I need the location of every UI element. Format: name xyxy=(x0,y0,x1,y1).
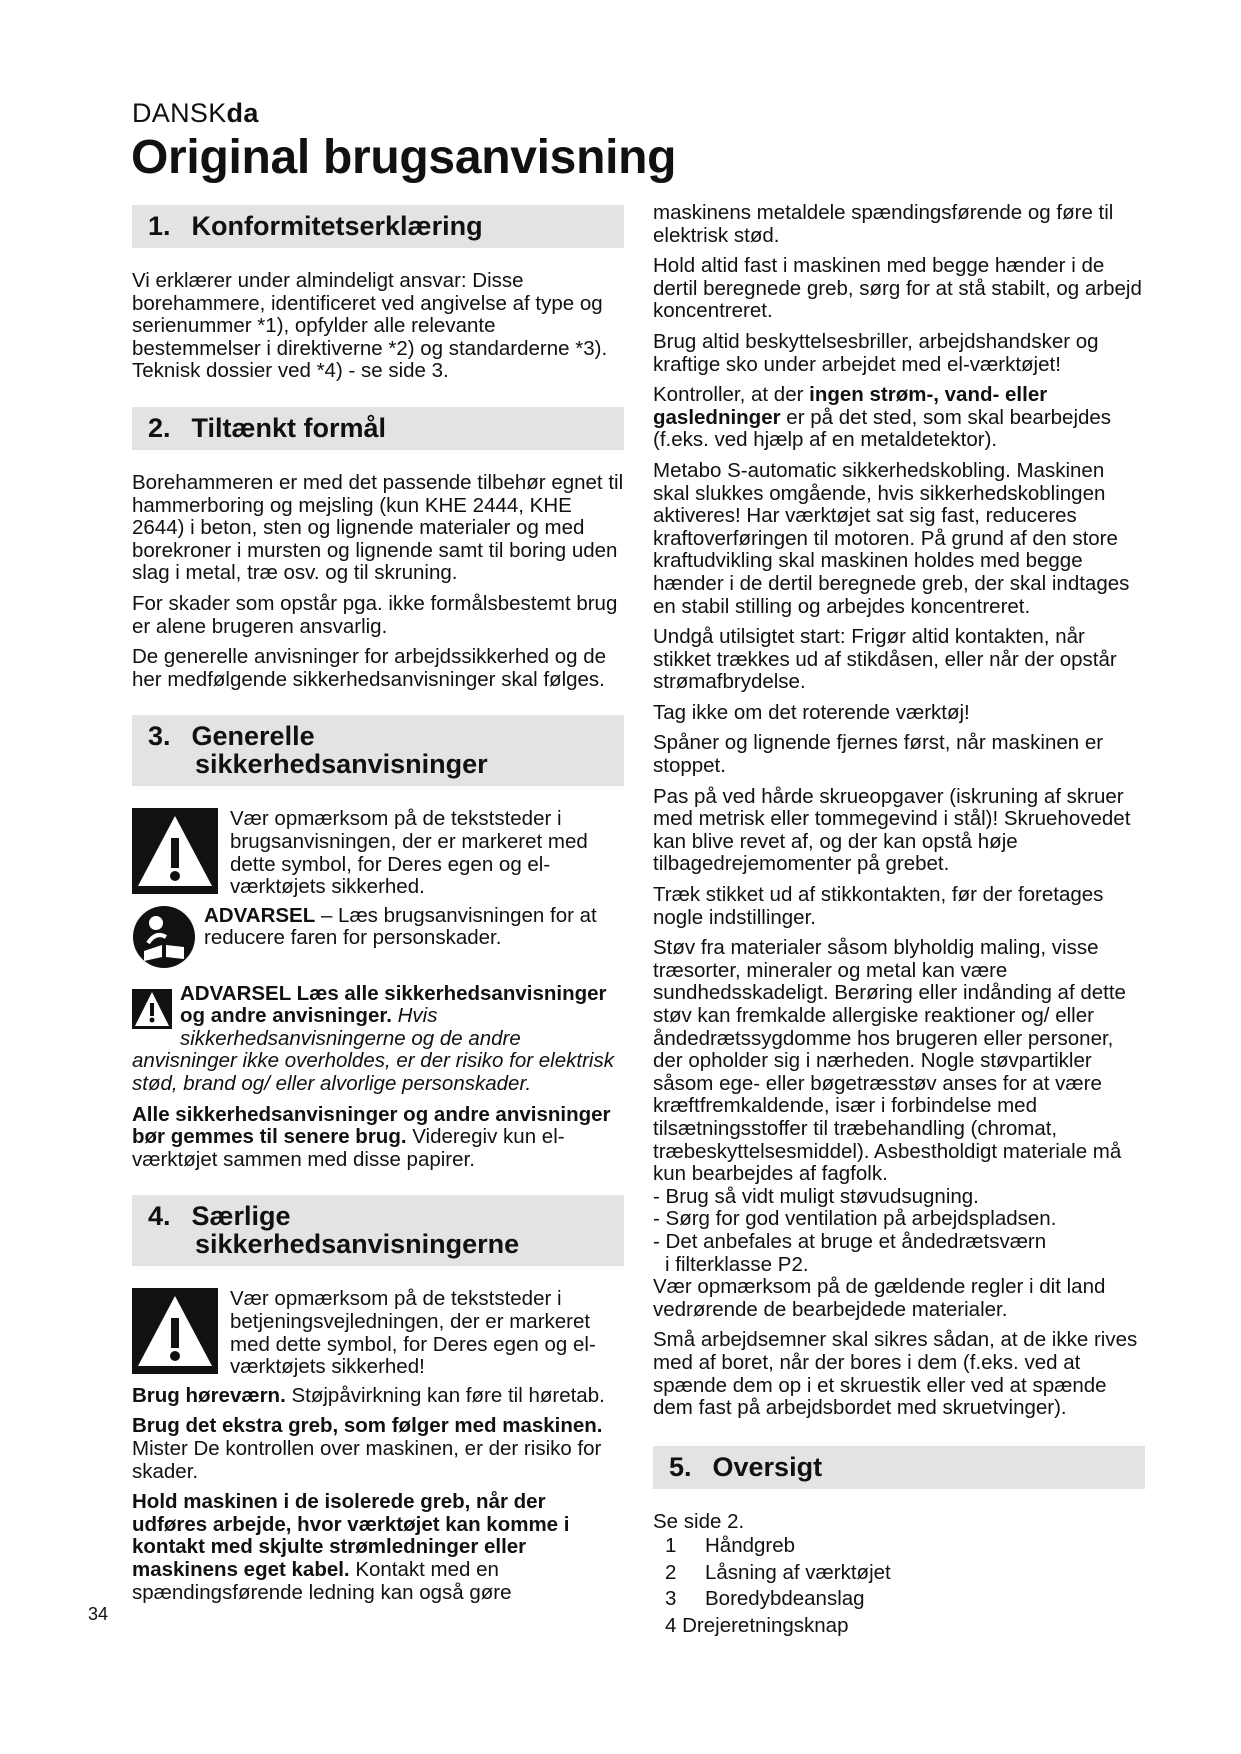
paragraph xyxy=(132,1385,624,1408)
paragraph xyxy=(132,1104,624,1172)
list-item: - Brug så vidt muligt støvudsugning. xyxy=(653,1184,979,1208)
warning-triangle-icon xyxy=(132,808,218,894)
paragraph: Spåner og lignende fjernes først, når maskinen er stoppet. xyxy=(653,731,1104,778)
paragraph: Hold altid fast i maskinen med begge hænder i de dertil beregnede greb, sørg for at stå stabilt, og arbejd koncentreret. xyxy=(653,254,1142,323)
item-number: 1 xyxy=(665,1534,677,1558)
text: Kontroller, at der xyxy=(653,383,810,407)
bold-text: ingen strøm-, vand- eller gasledninger xyxy=(653,383,1048,429)
section-heading-1: 1. Konformitetserklæring xyxy=(132,205,624,248)
hold-bold: Hold maskinen i de isolerede greb, når der udføres arbejde, hvor værktøjet kan komme i kontakt med skjulte strømledninger eller maskinens eget kabel. xyxy=(132,1490,570,1581)
dash-list xyxy=(653,1186,1145,1276)
item-number: 4 xyxy=(665,1614,677,1638)
warning-text: Vær opmærksom på de tekststeder i betjeningsvejledningen, der er markeret med dette symbol, for Deres egen og el-værktøjets sikkerhed! xyxy=(230,1287,596,1379)
paragraph: Små arbejdsemner skal sikres sådan, at de ikke rives med af boret, når der bores i dem (f.eks. ved at spænde dem op i et skruestik eller ved at spænde dem fast på arbejdsbordet med skruetvinger). xyxy=(653,1328,1138,1420)
paragraph: Pas på ved hårde skrueopgaver (iskruning af skruer med metrisk eller tommegevind i stål)! Skruehovedet kan blive revet af, og der kan opstå høje tilbagedrejemomenter på grebet. xyxy=(653,784,1131,876)
item-label: Boredybdeanslag xyxy=(705,1587,865,1611)
text: er på det sted, som skal bearbejdes (f.eks. ved hjælp af en metaldetektor). xyxy=(653,405,1112,452)
paragraph: Metabo S-automatic sikkerhedskobling. Maskinen skal slukkes omgående, hvis sikkerhedskoblingen aktiveres! Har værktøjet sat sig fast, reduceres kraftoverføringen til motoren. På grund af den store kraftudvikling skal maskinen holdes med begge hænder i de dertil beregnede greb, der skal indtages en stabil stilling og arbejdes koncentreret. xyxy=(653,458,1130,618)
advarsel-bold: ADVARSEL Læs alle sikkerhedsanvisninger og andre anvisninger. xyxy=(180,981,607,1028)
item-label: Håndgreb xyxy=(705,1534,796,1558)
hold-text: Kontakt med en spændingsførende ledning kan også gøre xyxy=(132,1557,512,1604)
list-item: - Det anbefales at bruge et åndedrætsværn xyxy=(653,1229,1047,1253)
advarsel-text: – Læs brugsanvisningen for at reducere faren for personskader. xyxy=(204,903,597,950)
ear-bold: Brug høreværn. xyxy=(132,1383,286,1407)
section-heading-4: 4. Særlige sikkerhedsanvisningerne xyxy=(132,1195,624,1266)
overview-list xyxy=(665,1535,1145,1637)
paragraph: Brug altid beskyttelsesbriller, arbejdshandsker og kraftige sko under arbejdet med el-værktøjet! xyxy=(653,329,1099,376)
warning-block xyxy=(132,1288,624,1378)
paragraph: Borehammeren er med det passende tilbehør egnet til hammerboring og mejsling (kun KHE 2444, KHE 2644) i beton, sten og lignende materialer og med borekroner i mursten og lignende samt til boring uden slag i metal, træ osv. og til skruning. xyxy=(132,470,624,585)
paragraph xyxy=(132,1491,624,1604)
paragraph: For skader som opstår pga. ikke formålsbestemt brug er alene brugeren ansvarlig. xyxy=(132,591,618,638)
paragraph: Vi erklærer under almindeligt ansvar: Disse borehammere, identificeret ved angivelse af type og serienummer *1), opfylder alle relevante bestemmelser i direktiverne *2) og standarderne *3). Teknisk dossier ved *4) - se side 3. xyxy=(132,269,608,383)
list-item: i filterklasse P2. xyxy=(665,1252,809,1276)
paragraph: Vær opmærksom på de gældende regler i dit land vedrørende de bearbejdede materialer. xyxy=(653,1275,1106,1321)
page-title: Original brugsanvisning xyxy=(131,131,677,184)
paragraph: maskinens metaldele spændingsførende og føre til elektrisk stød. xyxy=(653,201,1114,247)
paragraph: Se side 2. xyxy=(653,1509,745,1533)
advarsel-paragraph xyxy=(132,983,624,1096)
list-item xyxy=(665,1588,1145,1611)
section-heading-2: 2. Tiltænkt formål xyxy=(132,407,624,450)
paragraph: Træk stikket ud af stikkontakten, før der foretages nogle indstillinger. xyxy=(653,883,1104,929)
grip-bold: Brug det ekstra greb, som følger med maskinen. xyxy=(132,1414,603,1438)
list-item xyxy=(665,1562,1145,1585)
advarsel-label: ADVARSEL xyxy=(204,903,316,927)
keep-bold: Alle sikkerhedsanvisninger og andre anvisninger bør gemmes til senere brug. xyxy=(132,1102,611,1149)
item-label: Låsning af værktøjet xyxy=(705,1560,891,1584)
read-manual-icon xyxy=(132,905,196,969)
item-number: 3 xyxy=(665,1587,677,1611)
section-heading-3: 3. Generelle sikkerhedsanvisninger xyxy=(132,715,624,786)
right-column xyxy=(653,202,1145,1642)
section-heading-5: 5. Oversigt xyxy=(653,1446,1145,1489)
left-column xyxy=(132,205,624,1612)
paragraph: Undgå utilsigtet start: Frigør altid kontakten, når stikket trækkes ud af stikdåsen, eller når der opstår strømafbrydelse. xyxy=(653,625,1117,694)
item-number: 2 xyxy=(665,1560,677,1584)
list-item: - Sørg for god ventilation på arbejdspladsen. xyxy=(653,1207,1057,1231)
warning-triangle-icon xyxy=(132,1288,218,1374)
ear-text: Støjpåvirkning kan føre til høretab. xyxy=(285,1383,605,1407)
list-item xyxy=(665,1615,1145,1638)
list-item xyxy=(665,1535,1145,1558)
page-number: 34 xyxy=(88,1604,109,1624)
warning-block xyxy=(132,808,624,898)
keep-text: Videregiv kun el-værktøjet sammen med disse papirer. xyxy=(132,1125,565,1171)
item-label: Drejeretningsknap xyxy=(682,1614,849,1638)
warning-text: Vær opmærksom på de tekststeder i brugsanvisningen, der er markeret med dette symbol, for Deres egen og el-værktøjets sikkerhed. xyxy=(230,807,588,899)
paragraph: De generelle anvisninger for arbejdssikkerhed og de her medfølgende sikkerhedsanvisninger skal følges. xyxy=(132,645,607,691)
paragraph: Tag ikke om det roterende værktøj! xyxy=(653,700,970,724)
paragraph xyxy=(132,1415,624,1483)
language-label: DANSKda xyxy=(132,98,259,128)
read-manual-block xyxy=(132,905,624,969)
grip-text: Mister De kontrollen over maskinen, er der risiko for skader. xyxy=(132,1437,602,1483)
paragraph xyxy=(653,384,1145,452)
advarsel-italic: Hvis sikkerhedsanvisningerne og de andre anvisninger ikke overholdes, er der risiko for elektrisk stød, brand og/ eller alvorlige personskader. xyxy=(132,1004,614,1096)
warning-triangle-icon xyxy=(132,989,172,1029)
paragraph: Støv fra materialer såsom blyholdig maling, visse træsorter, mineraler og metal kan være sundhedsskadeligt. Berøring eller indånding af dette støv kan fremkalde allergiske reaktioner og/ eller åndedrætssygdomme hos brugeren eller personer, der opholder sig i nærheden. Nogle støvpartikler såsom ege- eller bøgetræsstøv anses for at være kræftfremkaldende, især i forbindelse med tilsætningsstoffer til træbehandling (chromat, træbeskyttelsesmiddel). Asbestholdigt materiale må kun bearbejdes af fagfolk. xyxy=(653,936,1126,1186)
